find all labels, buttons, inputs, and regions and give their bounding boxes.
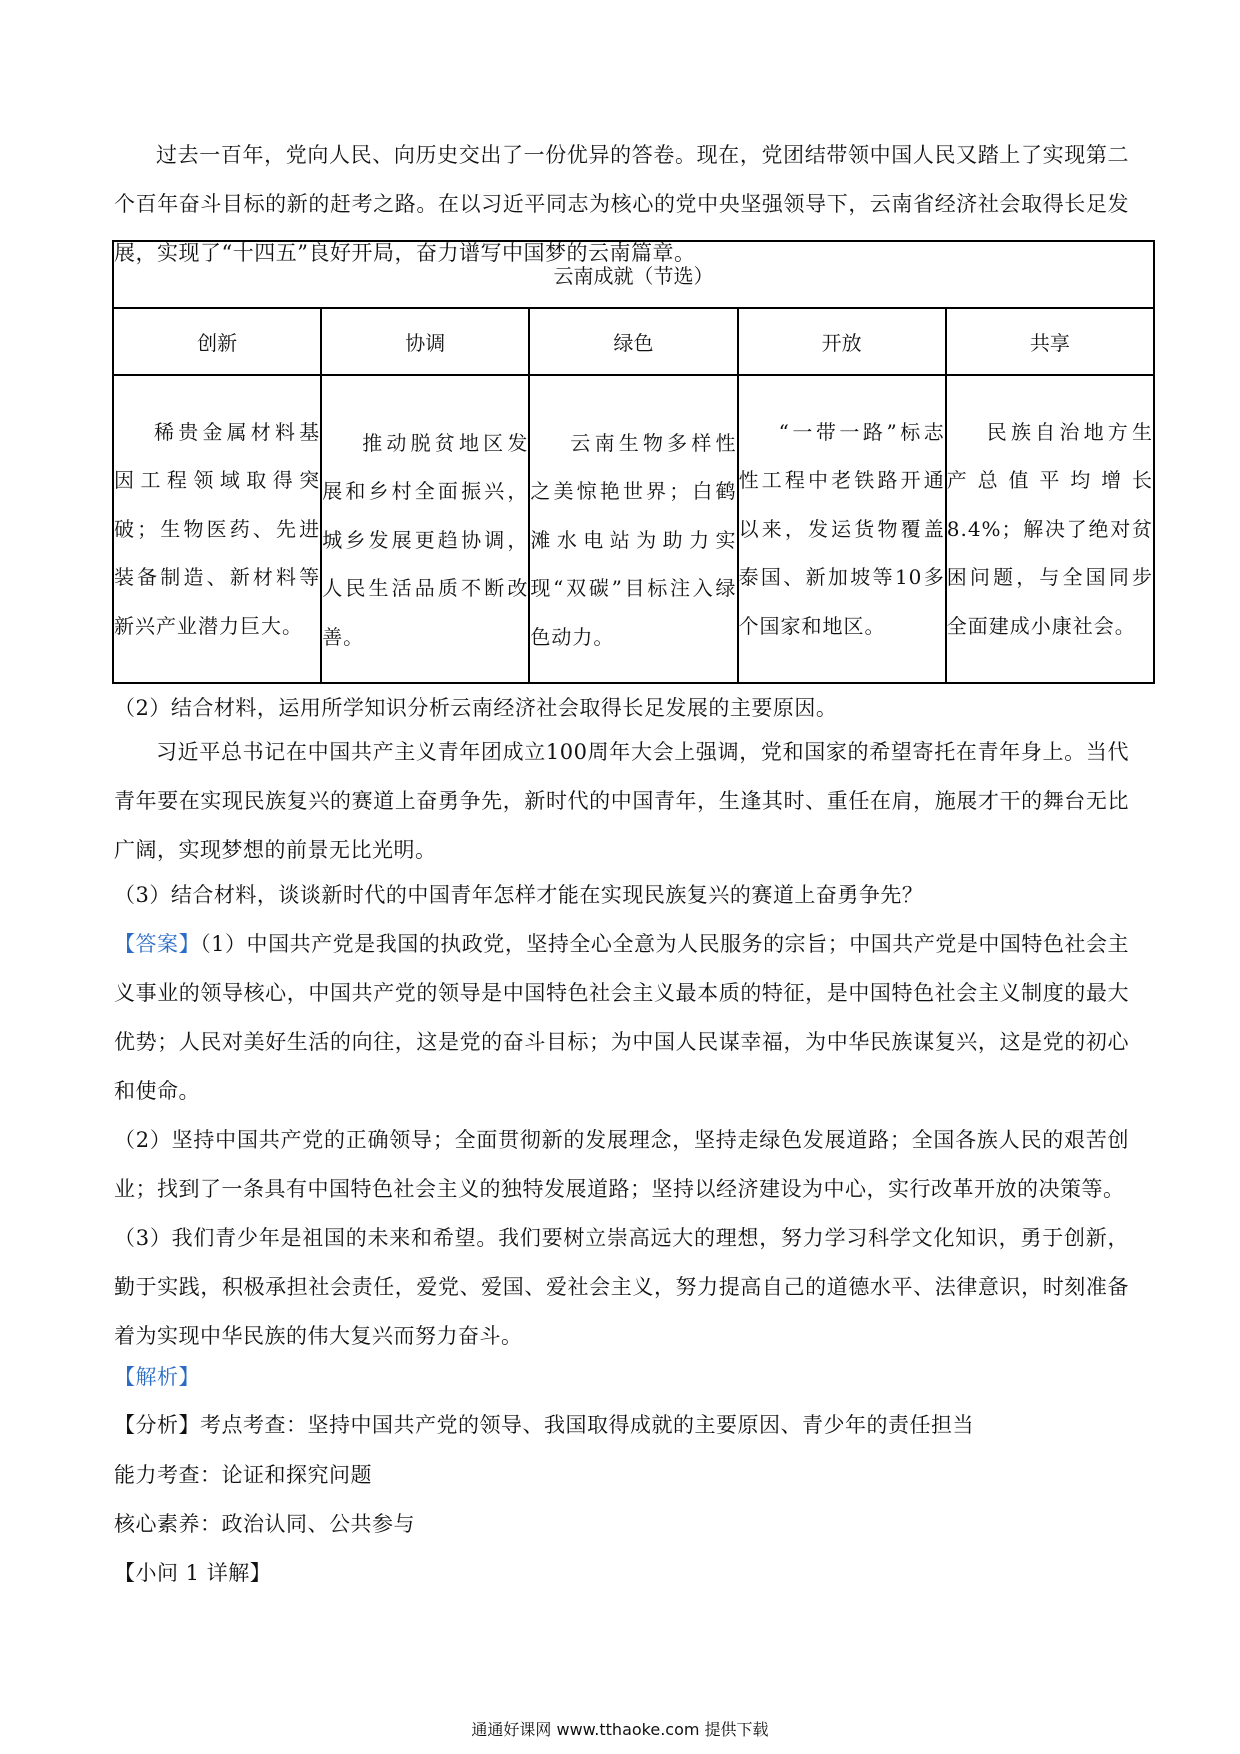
cell-text-coordination: 推动脱贫地区发展和乡村全面振兴，城乡发展更趋协调，人民生活品质不断改善。	[322, 430, 529, 649]
cell-text-sharing: 民族自治地方生产总值平均增长8.4%；解决了绝对贫困问题，与全国同步全面建成小康社会。	[946, 419, 1153, 638]
cell-text-green: 云南生物多样性之美惊艳世界；白鹤滩水电站为助力实现“双碳”目标注入绿色动力。	[530, 430, 737, 649]
answer-1	[114, 920, 1129, 1116]
table-header: 开放	[738, 308, 946, 375]
page-footer: 通通好课网 www.tthaoke.com 提供下载	[471, 1720, 769, 1739]
table-header: 协调	[321, 308, 529, 375]
answer-1-text: （1）中国共产党是我国的执政党，坚持全心全意为人民服务的宗旨；中国共产党是中国特色社会主义事业的领导核心，中国共产党的领导是中国特色社会主义最本质的特征，是中国特色社会主义制度的最大优势；人民对美好生活的向往，这是党的奋斗目标；为中国人民谋幸福，为中华民族谋复兴，这是党的初心和使命。	[114, 932, 1130, 1103]
answer-label: 【答案】	[114, 932, 201, 956]
analysis-fenxi: 【分析】考点考查：坚持中国共产党的领导、我国取得成就的主要原因、青少年的责任担当	[114, 1413, 974, 1437]
table-cell	[946, 375, 1154, 683]
table-title: 云南成就（节选）	[113, 241, 1154, 308]
table-cell	[738, 375, 946, 683]
cell-text-innovation: 稀贵金属材料基因工程领域取得突破；生物医药、先进装备制造、新材料等新兴产业潜力巨大。	[114, 419, 321, 638]
table-cell	[529, 375, 737, 683]
question-3: （3）结合材料，谈谈新时代的中国青年怎样才能在实现民族复兴的赛道上奋勇争先？	[114, 883, 924, 907]
table-cell	[113, 375, 321, 683]
table-cell	[321, 375, 529, 683]
achievements-table	[112, 240, 1155, 684]
intro-paragraph: 过去一百年，党向人民、向历史交出了一份优异的答卷。现在，党团结带领中国人民又踏上了实现第二个百年奋斗目标的新的赶考之路。在以习近平同志为核心的党中央坚强领导下，云南省经济社会取得长足发展，实现了“十四五”良好开局，奋力谱写中国梦的云南篇章。	[114, 143, 1129, 265]
table-header: 创新	[113, 308, 321, 375]
answer-2: （2）坚持中国共产党的正确领导；全面贯彻新的发展理念，坚持走绿色发展道路；全国各族人民的艰苦创业；找到了一条具有中国特色社会主义的独特发展道路；坚持以经济建设为中心，实行改革开放的决策等。	[114, 1128, 1129, 1201]
answer-3: （3）我们青少年是祖国的未来和希望。我们要树立崇高远大的理想，努力学习科学文化知识，勇于创新，勤于实践，积极承担社会责任，爱党、爱国、爱社会主义，努力提高自己的道德水平、法律意识，时刻准备着为实现中华民族的伟大复兴而努力奋斗。	[114, 1226, 1129, 1348]
cell-text-opening: “一带一路”标志性工程中老铁路开通以来，发运货物覆盖泰国、新加坡等10多个国家和地区。	[738, 419, 945, 638]
analysis-literacy: 核心素养：政治认同、公共参与	[114, 1512, 415, 1536]
analysis-ability: 能力考查：论证和探究问题	[114, 1463, 372, 1487]
analysis-label: 【解析】	[114, 1365, 200, 1389]
table-header: 绿色	[529, 308, 737, 375]
material-3-paragraph: 习近平总书记在中国共产主义青年团成立100周年大会上强调，党和国家的希望寄托在青年身上。当代青年要在实现民族复兴的赛道上奋勇争先，新时代的中国青年，生逢其时、重任在肩，施展才干的舞台无比广阔，实现梦想的前景无比光明。	[114, 740, 1129, 862]
question-2: （2）结合材料，运用所学知识分析云南经济社会取得长足发展的主要原因。	[114, 696, 838, 720]
analysis-subquestion-1: 【小问 1 详解】	[114, 1561, 272, 1585]
table-header: 共享	[946, 308, 1154, 375]
